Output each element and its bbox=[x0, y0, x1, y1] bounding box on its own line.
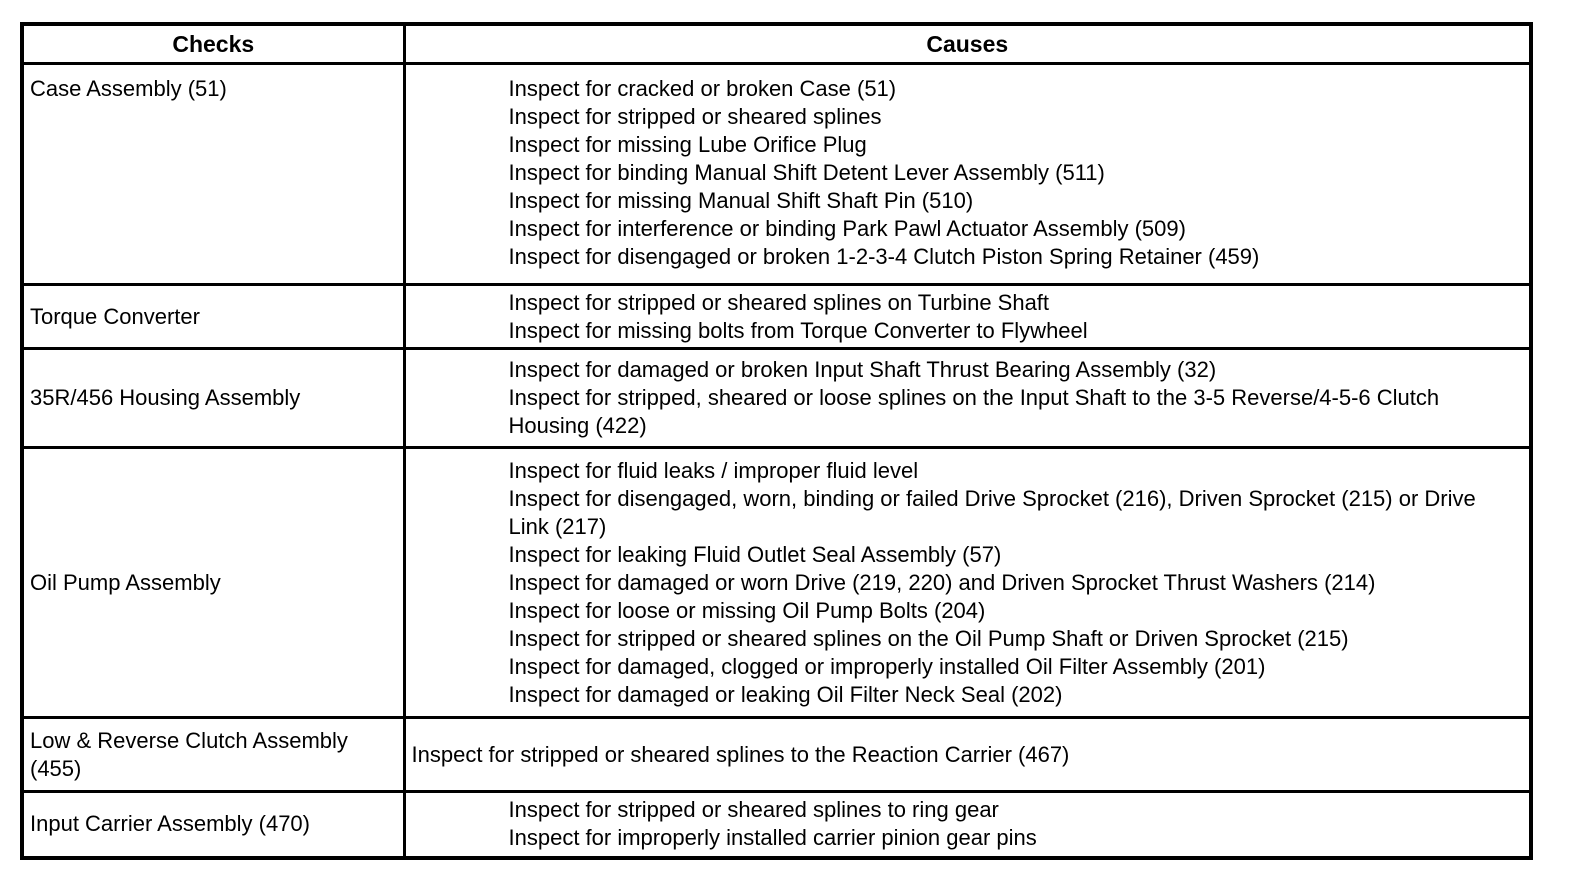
table-row bbox=[22, 792, 1531, 858]
table-row bbox=[22, 718, 1531, 792]
check-cell bbox=[22, 64, 404, 285]
cause-line: Inspect for missing Lube Orifice Plug bbox=[508, 132, 867, 157]
causes-cell bbox=[404, 349, 1531, 448]
causes-cell bbox=[404, 718, 1531, 792]
table-row bbox=[22, 448, 1531, 718]
cause-line: Inspect for stripped or sheared splines bbox=[508, 104, 882, 129]
cause-line: Inspect for disengaged, worn, binding or failed Drive Sprocket (216), Driven Sprocket (215) or Drive Link (217) bbox=[508, 485, 1476, 539]
cause-line: Inspect for binding Manual Shift Detent Lever Assembly (511) bbox=[508, 160, 1105, 185]
cause-line: Inspect for disengaged or broken 1-2-3-4 Clutch Piston Spring Retainer (459) bbox=[508, 244, 1260, 269]
causes-cell bbox=[404, 64, 1531, 285]
causes-cell bbox=[404, 448, 1531, 718]
cause-line: Inspect for stripped or sheared splines on the Oil Pump Shaft or Driven Sprocket (215) bbox=[508, 625, 1349, 651]
check-label: Oil Pump Assembly bbox=[30, 569, 221, 595]
column-header-checks: Checks bbox=[22, 24, 404, 64]
check-label: Input Carrier Assembly (470) bbox=[30, 811, 310, 837]
check-cell bbox=[22, 349, 404, 448]
check-label: Case Assembly (51) bbox=[30, 76, 227, 101]
cause-line: Inspect for damaged or broken Input Shaft Thrust Bearing Assembly (32) bbox=[508, 357, 1217, 382]
cause-line: Inspect for cracked or broken Case (51) bbox=[508, 76, 897, 101]
cause-line: Inspect for damaged, clogged or improperly installed Oil Filter Assembly (201) bbox=[508, 653, 1266, 679]
check-label: Torque Converter bbox=[30, 303, 200, 329]
cause-line: Inspect for fluid leaks / improper fluid level bbox=[508, 457, 919, 483]
cause-line: Inspect for loose or missing Oil Pump Bolts (204) bbox=[508, 597, 986, 623]
column-header-causes: Causes bbox=[404, 24, 1531, 64]
check-cell bbox=[22, 285, 404, 349]
check-cell bbox=[22, 448, 404, 718]
cause-line: Inspect for damaged or worn Drive (219, 220) and Driven Sprocket Thrust Washers (214) bbox=[508, 569, 1376, 595]
cause-line: Inspect for stripped or sheared splines to ring gear bbox=[508, 797, 999, 823]
header-row bbox=[22, 24, 1531, 64]
causes-cell bbox=[404, 285, 1531, 349]
cause-line: Inspect for missing bolts from Torque Converter to Flywheel bbox=[508, 317, 1088, 343]
table-row bbox=[22, 285, 1531, 349]
check-label: Low & Reverse Clutch Assembly (455) bbox=[30, 727, 348, 781]
check-cell bbox=[22, 718, 404, 792]
check-cell bbox=[22, 792, 404, 858]
checks-causes-table bbox=[20, 22, 1533, 860]
causes-cell bbox=[404, 792, 1531, 858]
cause-line: Inspect for damaged or leaking Oil Filter Neck Seal (202) bbox=[508, 681, 1063, 707]
cause-line: Inspect for stripped, sheared or loose splines on the Input Shaft to the 3-5 Reverse/4-5-6 Clutch Housing (422) bbox=[508, 385, 1440, 438]
cause-line: Inspect for interference or binding Park Pawl Actuator Assembly (509) bbox=[508, 216, 1186, 241]
check-label: 35R/456 Housing Assembly bbox=[30, 385, 301, 410]
cause-line: Inspect for missing Manual Shift Shaft Pin (510) bbox=[508, 188, 974, 213]
cause-line: Inspect for leaking Fluid Outlet Seal Assembly (57) bbox=[508, 541, 1002, 567]
cause-line: Inspect for stripped or sheared splines on Turbine Shaft bbox=[508, 289, 1050, 315]
table-row bbox=[22, 349, 1531, 448]
table-body bbox=[22, 64, 1531, 858]
cause-line: Inspect for improperly installed carrier pinion gear pins bbox=[508, 825, 1037, 851]
table-row bbox=[22, 64, 1531, 285]
cause-line: Inspect for stripped or sheared splines to the Reaction Carrier (467) bbox=[411, 741, 1070, 767]
